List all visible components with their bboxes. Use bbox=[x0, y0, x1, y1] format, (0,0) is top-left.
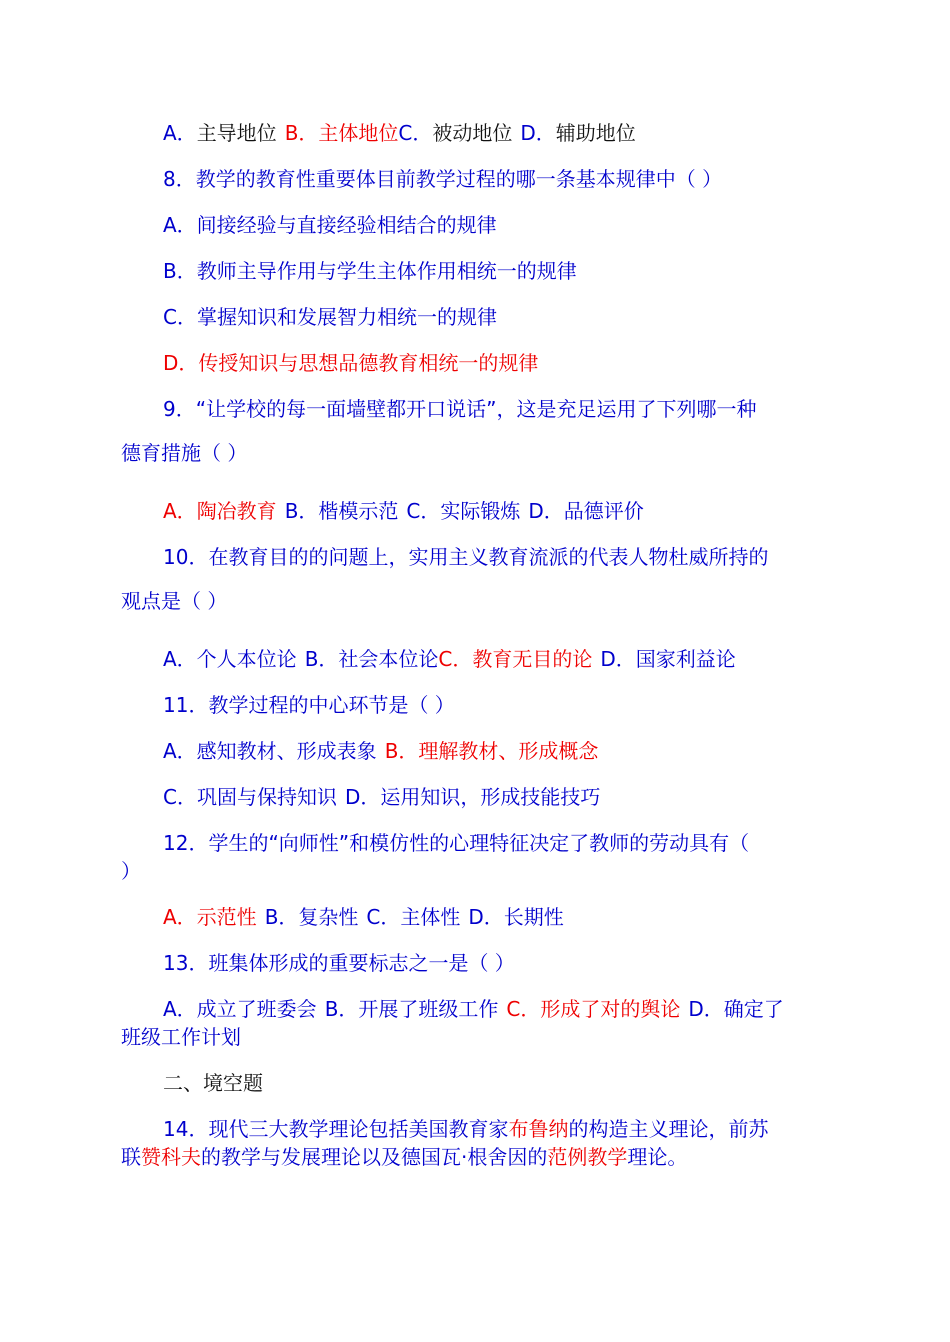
q13-option-d-line2: 班级工作计划 bbox=[121, 1025, 241, 1049]
q8-option-c: C．掌握知识和发展智力相统一的规律 bbox=[163, 305, 497, 329]
q11-stem: 11．教学过程的中心环节是（ ） bbox=[163, 693, 455, 717]
q9-option-a-label: A． bbox=[163, 499, 197, 523]
q12-stem-line1: 12．学生的“向师性”和模仿性的心理特征决定了教师的劳动具有（ bbox=[163, 831, 750, 855]
q8-option-b: B．教师主导作用与学生主体作用相统一的规律 bbox=[163, 259, 577, 283]
q11-options-cd bbox=[163, 782, 883, 812]
q12-option-c: C．主体性 bbox=[366, 905, 461, 929]
q14-text-part4: 的教学与发展理论以及德国瓦·根舍因的 bbox=[201, 1145, 548, 1169]
q10-stem-line2: 观点是（ ） bbox=[121, 589, 228, 613]
q7-option-d-text: 辅助地位 bbox=[555, 121, 636, 145]
q10-option-a: A．个人本位论 bbox=[163, 647, 297, 671]
q8-option-a: A．间接经验与直接经验相结合的规律 bbox=[163, 213, 497, 237]
q8-stem: 8．教学的教育性重要体目前教学过程的哪一条基本规律中（ ） bbox=[163, 167, 723, 191]
q14-text-part5: 理论。 bbox=[627, 1145, 688, 1169]
q10-stem-line1: 10．在教育目的的问题上，实用主义教育流派的代表人物杜威所持的 bbox=[163, 545, 769, 569]
q13-option-c-text: 形成了对的舆论 bbox=[540, 997, 681, 1021]
q7-option-c-label: C． bbox=[398, 121, 433, 145]
q11-option-a: A．感知教材、形成表象 bbox=[163, 739, 377, 763]
q9-option-d: D．品德评价 bbox=[528, 499, 644, 523]
q10-option-c-label: C． bbox=[438, 647, 473, 671]
q11-option-d: D．运用知识，形成技能技巧 bbox=[344, 785, 601, 809]
q11-option-c: C．巩固与保持知识 bbox=[163, 785, 337, 809]
q14-line2 bbox=[121, 1142, 841, 1172]
section-2-heading: 二、境空题 bbox=[163, 1071, 263, 1095]
q9-options bbox=[163, 496, 883, 526]
q13-option-b: B．开展了班级工作 bbox=[324, 997, 499, 1021]
q14-line1 bbox=[163, 1114, 883, 1144]
q7-option-b-text: 主体地位 bbox=[318, 121, 399, 145]
q12-option-a-label: A． bbox=[163, 905, 197, 929]
q12-option-d: D．长期性 bbox=[468, 905, 564, 929]
q7-option-c-text: 被动地位 bbox=[432, 121, 513, 145]
q7-options bbox=[163, 118, 883, 148]
q14-text-part3: 联 bbox=[121, 1145, 141, 1169]
q12-option-b: B．复杂性 bbox=[264, 905, 359, 929]
q7-option-d-label: D． bbox=[520, 121, 556, 145]
q12-stem-line2: ） bbox=[121, 859, 141, 883]
q13-option-c-label: C． bbox=[506, 997, 541, 1021]
q9-stem-line1: 9．“让学校的每一面墙壁都开口说话”，这是充足运用了下列哪一种 bbox=[163, 397, 757, 421]
q9-stem-line2: 德育措施（ ） bbox=[121, 441, 248, 465]
q12-options bbox=[163, 902, 883, 932]
q10-options bbox=[163, 644, 883, 674]
q11-option-b-text: 理解教材、形成概念 bbox=[418, 739, 599, 763]
q8-option-d-answer: D．传授知识与思想品德教育相统一的规律 bbox=[163, 351, 539, 375]
q9-option-a-text: 陶冶教育 bbox=[196, 499, 277, 523]
q7-option-a-label: A． bbox=[163, 121, 197, 145]
q14-answer-3: 范例教学 bbox=[547, 1145, 628, 1169]
q13-options-line1 bbox=[163, 994, 883, 1024]
q14-text-part1: 14．现代三大教学理论包括美国教育家 bbox=[163, 1117, 509, 1141]
q13-option-d-line1: D．确定了 bbox=[688, 997, 784, 1021]
q9-option-b: B．楷模示范 bbox=[284, 499, 399, 523]
q13-stem: 13．班集体形成的重要标志之一是（ ） bbox=[163, 951, 515, 975]
q10-option-d: D．国家利益论 bbox=[600, 647, 736, 671]
q12-option-a-text: 示范性 bbox=[196, 905, 257, 929]
q10-option-c-text: 教育无目的论 bbox=[472, 647, 593, 671]
q7-option-b-label: B． bbox=[284, 121, 319, 145]
q13-option-a: A．成立了班委会 bbox=[163, 997, 317, 1021]
q14-text-part2: 的构造主义理论，前苏 bbox=[568, 1117, 769, 1141]
q10-option-b: B．社会本位论 bbox=[304, 647, 439, 671]
q9-option-c: C．实际锻炼 bbox=[406, 499, 521, 523]
q14-answer-1: 布鲁纳 bbox=[508, 1117, 569, 1141]
q11-option-b-label: B． bbox=[384, 739, 419, 763]
q14-answer-2: 赞科夫 bbox=[141, 1145, 201, 1169]
q11-options-ab bbox=[163, 736, 883, 766]
q7-option-a-text: 主导地位 bbox=[196, 121, 277, 145]
